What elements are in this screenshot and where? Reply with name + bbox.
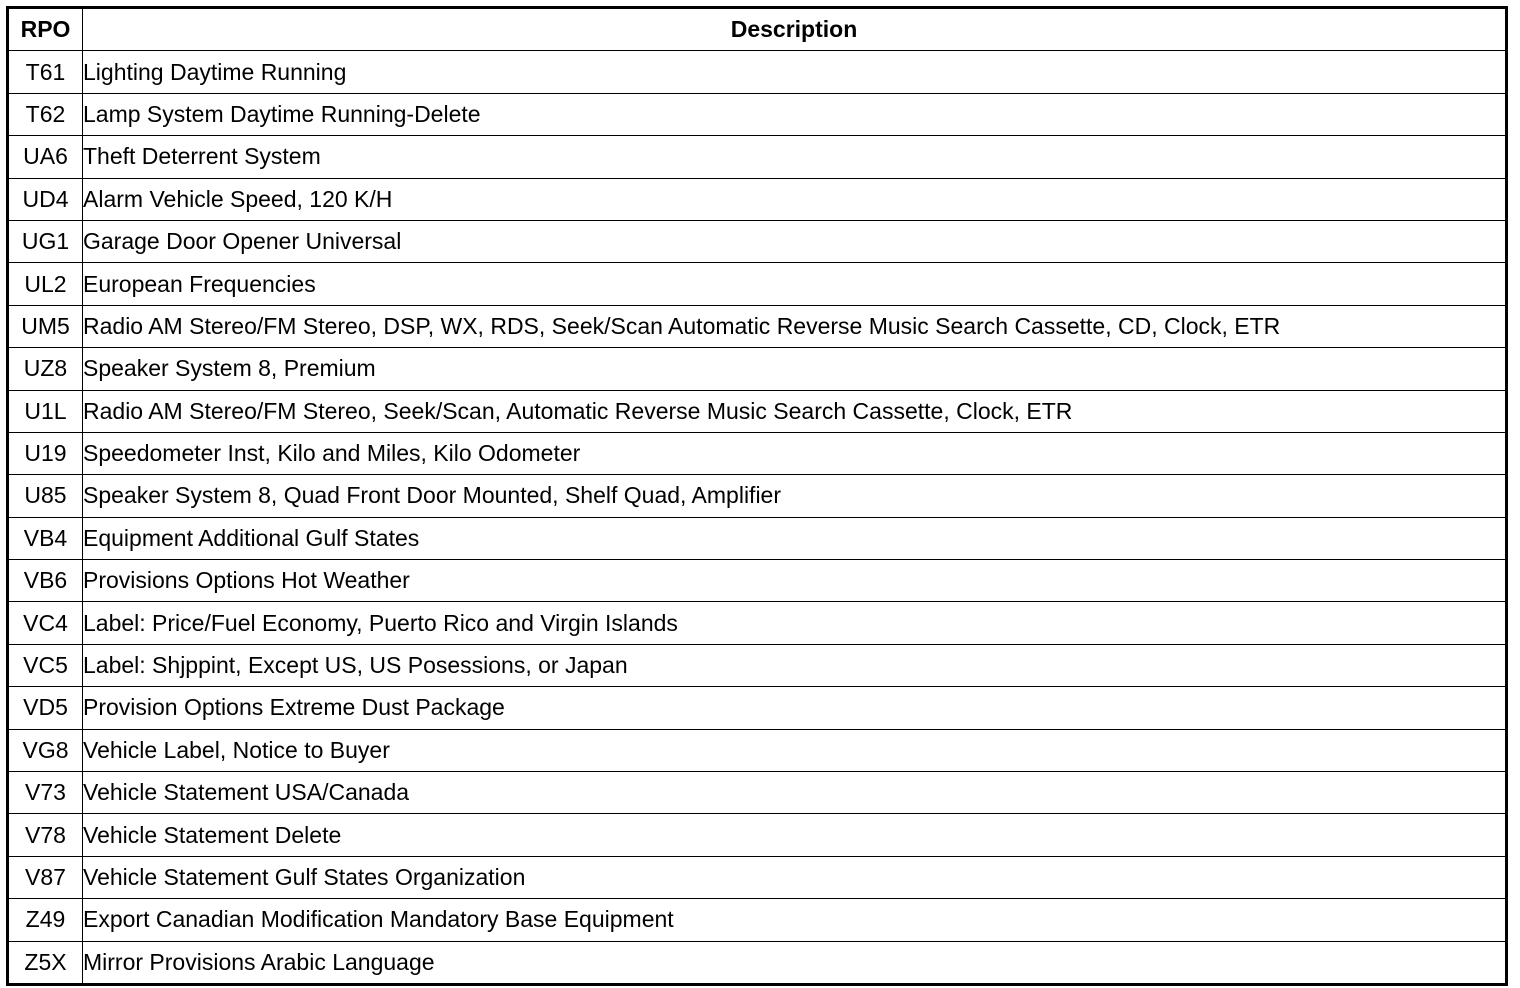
- table-row: [8, 136, 1507, 178]
- table-row: [8, 856, 1507, 898]
- rpo-code-cell: UA6: [8, 136, 83, 178]
- description-column-header: Description: [83, 8, 1507, 51]
- description-cell: European Frequencies: [83, 263, 1507, 305]
- description-cell: Alarm Vehicle Speed, 120 K/H: [83, 178, 1507, 220]
- description-cell: Label: Shjppint, Except US, US Posessions, or Japan: [83, 644, 1507, 686]
- table-header-row: [8, 8, 1507, 51]
- rpo-document: [6, 6, 1508, 986]
- rpo-code-cell: UM5: [8, 305, 83, 347]
- table-row: [8, 814, 1507, 856]
- table-row: [8, 220, 1507, 262]
- description-cell: Lighting Daytime Running: [83, 51, 1507, 93]
- table-row: [8, 772, 1507, 814]
- table-body: [8, 51, 1507, 985]
- description-cell: Radio AM Stereo/FM Stereo, DSP, WX, RDS, Seek/Scan Automatic Reverse Music Search Cassette, CD, Clock, ETR: [83, 305, 1507, 347]
- table-row: [8, 263, 1507, 305]
- description-cell: Vehicle Label, Notice to Buyer: [83, 729, 1507, 771]
- rpo-code-cell: VG8: [8, 729, 83, 771]
- rpo-code-cell: VB6: [8, 560, 83, 602]
- description-cell: Lamp System Daytime Running-Delete: [83, 93, 1507, 135]
- description-cell: Vehicle Statement Gulf States Organization: [83, 856, 1507, 898]
- table-row: [8, 602, 1507, 644]
- rpo-code-cell: VC5: [8, 644, 83, 686]
- rpo-code-cell: UG1: [8, 220, 83, 262]
- rpo-code-cell: Z5X: [8, 941, 83, 984]
- rpo-table: [6, 6, 1508, 986]
- rpo-code-cell: U85: [8, 475, 83, 517]
- rpo-code-cell: VD5: [8, 687, 83, 729]
- rpo-code-cell: UD4: [8, 178, 83, 220]
- table-row: [8, 475, 1507, 517]
- rpo-code-cell: T62: [8, 93, 83, 135]
- rpo-code-cell: Z49: [8, 899, 83, 941]
- description-cell: Vehicle Statement USA/Canada: [83, 772, 1507, 814]
- table-row: [8, 178, 1507, 220]
- description-cell: Vehicle Statement Delete: [83, 814, 1507, 856]
- rpo-code-cell: T61: [8, 51, 83, 93]
- table-row: [8, 899, 1507, 941]
- table-row: [8, 517, 1507, 559]
- table-row: [8, 432, 1507, 474]
- description-cell: Label: Price/Fuel Economy, Puerto Rico and Virgin Islands: [83, 602, 1507, 644]
- table-row: [8, 644, 1507, 686]
- description-cell: Radio AM Stereo/FM Stereo, Seek/Scan, Automatic Reverse Music Search Cassette, Clock, ETR: [83, 390, 1507, 432]
- rpo-code-cell: U1L: [8, 390, 83, 432]
- rpo-code-cell: V73: [8, 772, 83, 814]
- table-row: [8, 941, 1507, 984]
- table-row: [8, 348, 1507, 390]
- table-row: [8, 305, 1507, 347]
- description-cell: Equipment Additional Gulf States: [83, 517, 1507, 559]
- description-cell: Provisions Options Hot Weather: [83, 560, 1507, 602]
- rpo-code-cell: UL2: [8, 263, 83, 305]
- rpo-code-cell: UZ8: [8, 348, 83, 390]
- table-row: [8, 560, 1507, 602]
- description-cell: Speedometer Inst, Kilo and Miles, Kilo Odometer: [83, 432, 1507, 474]
- table-row: [8, 93, 1507, 135]
- table-row: [8, 51, 1507, 93]
- table-row: [8, 687, 1507, 729]
- description-cell: Speaker System 8, Quad Front Door Mounted, Shelf Quad, Amplifier: [83, 475, 1507, 517]
- table-row: [8, 390, 1507, 432]
- description-cell: Export Canadian Modification Mandatory Base Equipment: [83, 899, 1507, 941]
- rpo-code-cell: U19: [8, 432, 83, 474]
- description-cell: Theft Deterrent System: [83, 136, 1507, 178]
- description-cell: Garage Door Opener Universal: [83, 220, 1507, 262]
- table-row: [8, 729, 1507, 771]
- rpo-code-cell: V87: [8, 856, 83, 898]
- description-cell: Speaker System 8, Premium: [83, 348, 1507, 390]
- description-cell: Mirror Provisions Arabic Language: [83, 941, 1507, 984]
- description-cell: Provision Options Extreme Dust Package: [83, 687, 1507, 729]
- rpo-code-cell: VB4: [8, 517, 83, 559]
- rpo-code-cell: VC4: [8, 602, 83, 644]
- rpo-column-header: RPO: [8, 8, 83, 51]
- rpo-code-cell: V78: [8, 814, 83, 856]
